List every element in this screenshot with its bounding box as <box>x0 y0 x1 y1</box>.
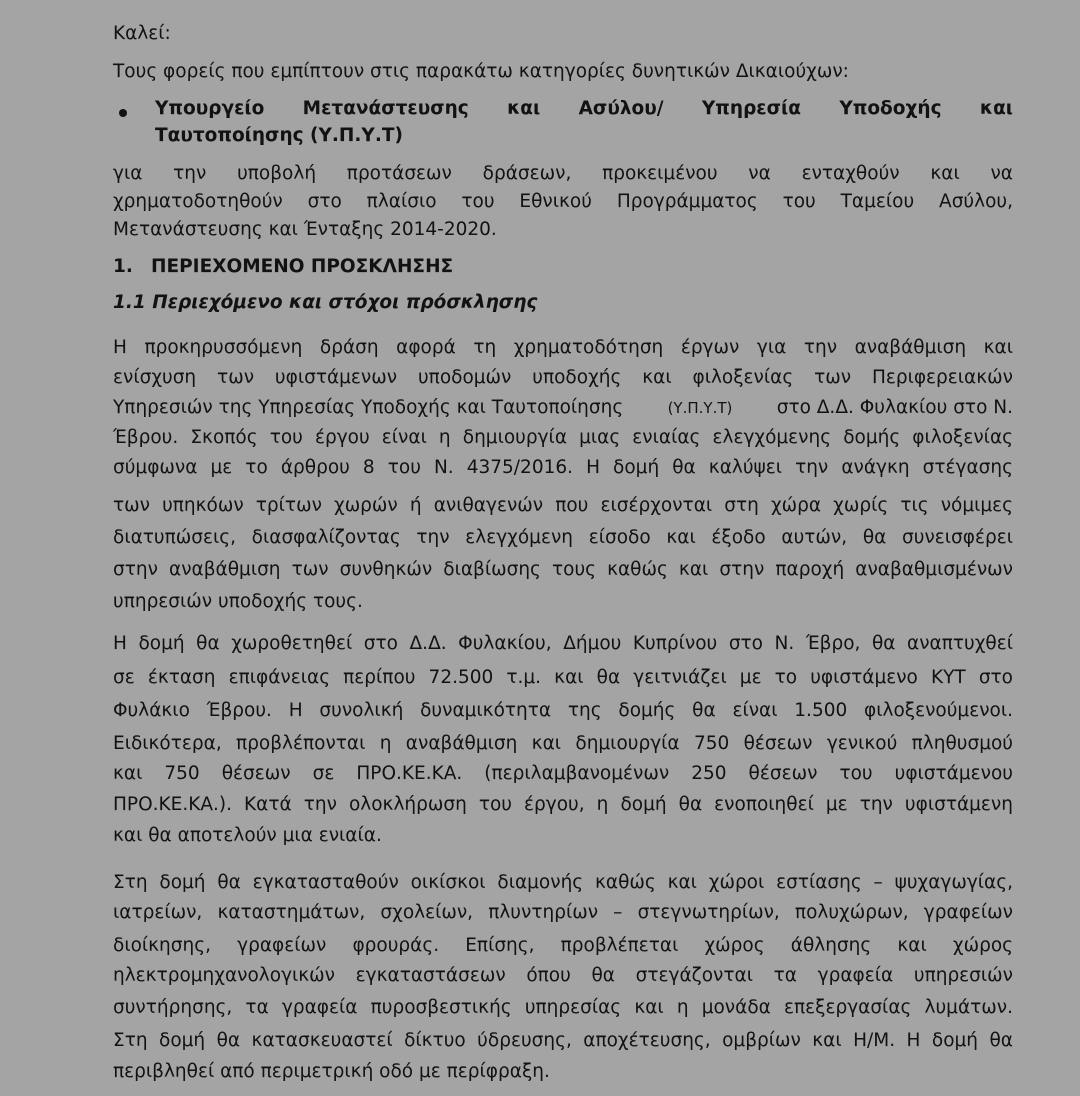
paragraph-line: διατυπώσεις, διασφαλίζοντας την ελεγχόμενη είσοδο και έξοδο αυτών, θα συνεισφέρει <box>113 527 1013 548</box>
paragraph-line: Έβρου. Σκοπός του έργου είναι η δημιουργία μιας ενιαίας ελεγχόμενης δομής φιλοξενίας <box>113 427 1013 448</box>
subsection-title: 1.1 Περιεχόμενο και στόχοι πρόσκλησης <box>113 292 538 313</box>
paragraph-line: συντήρησης, τα γραφεία πυροσβεστικής υπηρεσίας και η μονάδα επεξεργασίας λυμάτων. <box>113 997 1013 1018</box>
purpose-line: για την υποβολή προτάσεων δράσεων, προκειμένου να ενταχθούν και να <box>113 163 1013 184</box>
paragraph-line: Η δομή θα χωροθετηθεί στο Δ.Δ. Φυλακίου, Δήμου Κυπρίνου στο Ν. Έβρο, θα αναπτυχθεί <box>113 633 1013 654</box>
paragraph-line: Ειδικότερα, προβλέπονται η αναβάθμιση και δημιουργία 750 θέσεων γενικού πληθυσμού <box>113 733 1013 754</box>
paragraph-line: και θα αποτελούν μια ενιαία. <box>113 825 382 846</box>
section-heading <box>113 253 453 281</box>
purpose-line: χρηματοδοτηθούν στο πλαίσιο του Εθνικού Προγράμματος του Ταμείου Ασύλου, <box>113 191 1013 212</box>
bullet-text-line: Υπουργείο Μετανάστευσης και Ασύλου/ Υπηρεσία Υποδοχής και <box>155 98 1013 119</box>
paragraph-line: ενίσχυση των υφιστάμενων υποδομών υποδοχής και φιλοξενίας των Περιφερειακών <box>113 367 1013 388</box>
paragraph-line: των υπηκόων τρίτων χωρών ή ανιθαγενών που εισέρχονται στη χώρα χωρίς τις νόμιμες <box>113 495 1013 516</box>
bullet-text-line: Ταυτοποίησης (Υ.Π.Υ.Τ) <box>155 125 403 146</box>
paragraph-line: Φυλάκιο Έβρου. Η συνολική δυναμικότητα της δομής θα είναι 1.500 φιλοξενούμενοι. <box>113 700 1013 721</box>
paragraph-line: σύμφωνα με το άρθρου 8 του Ν. 4375/2016. Η δομή θα καλύψει την ανάγκη στέγασης <box>113 457 1013 478</box>
bullet-icon <box>119 109 127 117</box>
paragraph-line: υπηρεσιών υποδοχής τους. <box>113 591 363 612</box>
paragraph-line: και 750 θέσεων σε ΠΡΟ.ΚΕ.ΚΑ. (περιλαμβανομένων 250 θέσεων του υφιστάμενου <box>113 763 1013 784</box>
paragraph-line: περιβληθεί από περιμετρική οδό με περίφραξη. <box>113 1061 550 1082</box>
paragraph-line: ΠΡΟ.ΚΕ.ΚΑ.). Κατά την ολοκλήρωση του έργου, η δομή θα ενοποιηθεί με την υφιστάμενη <box>113 794 1013 815</box>
ypyt-abbreviation: (Υ.Π.Υ.Τ) <box>667 399 733 417</box>
paragraph-line: στην αναβάθμιση των συνθηκών διαβίωσης τους καθώς και στην παροχή αναβαθμισμένων <box>113 559 1013 580</box>
recipients-line: Τους φορείς που εμπίπτουν στις παρακάτω κατηγορίες δυνητικών Δικαιούχων: <box>113 61 849 82</box>
purpose-line: Μετανάστευσης και Ένταξης 2014-2020. <box>113 219 497 240</box>
paragraph-line-part: στο Δ.Δ. Φυλακίου στο Ν. <box>776 397 1013 418</box>
paragraph-line: διοίκησης, γραφείων φρουράς. Επίσης, προβλέπεται χώρος άθλησης και χώρος <box>113 935 1013 956</box>
paragraph-line: Η προκηρυσσόμενη δράση αφορά τη χρηματοδότηση έργων για την αναβάθμιση και <box>113 337 1013 358</box>
paragraph-line: ηλεκτρομηχανολογικών εγκαταστάσεων όπου θα στεγάζονται τα γραφεία υπηρεσιών <box>113 965 1013 986</box>
paragraph-line: Στη δομή θα εγκατασταθούν οικίσκοι διαμονής καθώς και χώροι εστίασης – ψυχαγωγίας, <box>113 872 1013 893</box>
section-title: ΠΕΡΙΕΧΟΜΕΝΟ ΠΡΟΣΚΛΗΣΗΣ <box>151 256 454 277</box>
paragraph-line: ιατρείων, καταστημάτων, σχολείων, πλυντηρίων – στεγνωτηρίων, πολυχώρων, γραφείων <box>113 902 1013 923</box>
paragraph-line-part: Υπηρεσιών της Υπηρεσίας Υποδοχής και Ταυτοποίησης <box>113 397 624 418</box>
paragraph-line: σε έκταση επιφάνειας περίπου 72.500 τ.μ. και θα γειτνιάζει με το υφιστάμενο ΚΥΤ στο <box>113 667 1013 688</box>
paragraph-line: Στη δομή θα κατασκευαστεί δίκτυο ύδρευσης, αποχέτευσης, ομβρίων και Η/Μ. Η δομή θα <box>113 1030 1013 1051</box>
section-number: 1. <box>113 256 133 277</box>
call-label: Καλεί: <box>113 23 171 44</box>
paragraph-line <box>113 394 1013 422</box>
